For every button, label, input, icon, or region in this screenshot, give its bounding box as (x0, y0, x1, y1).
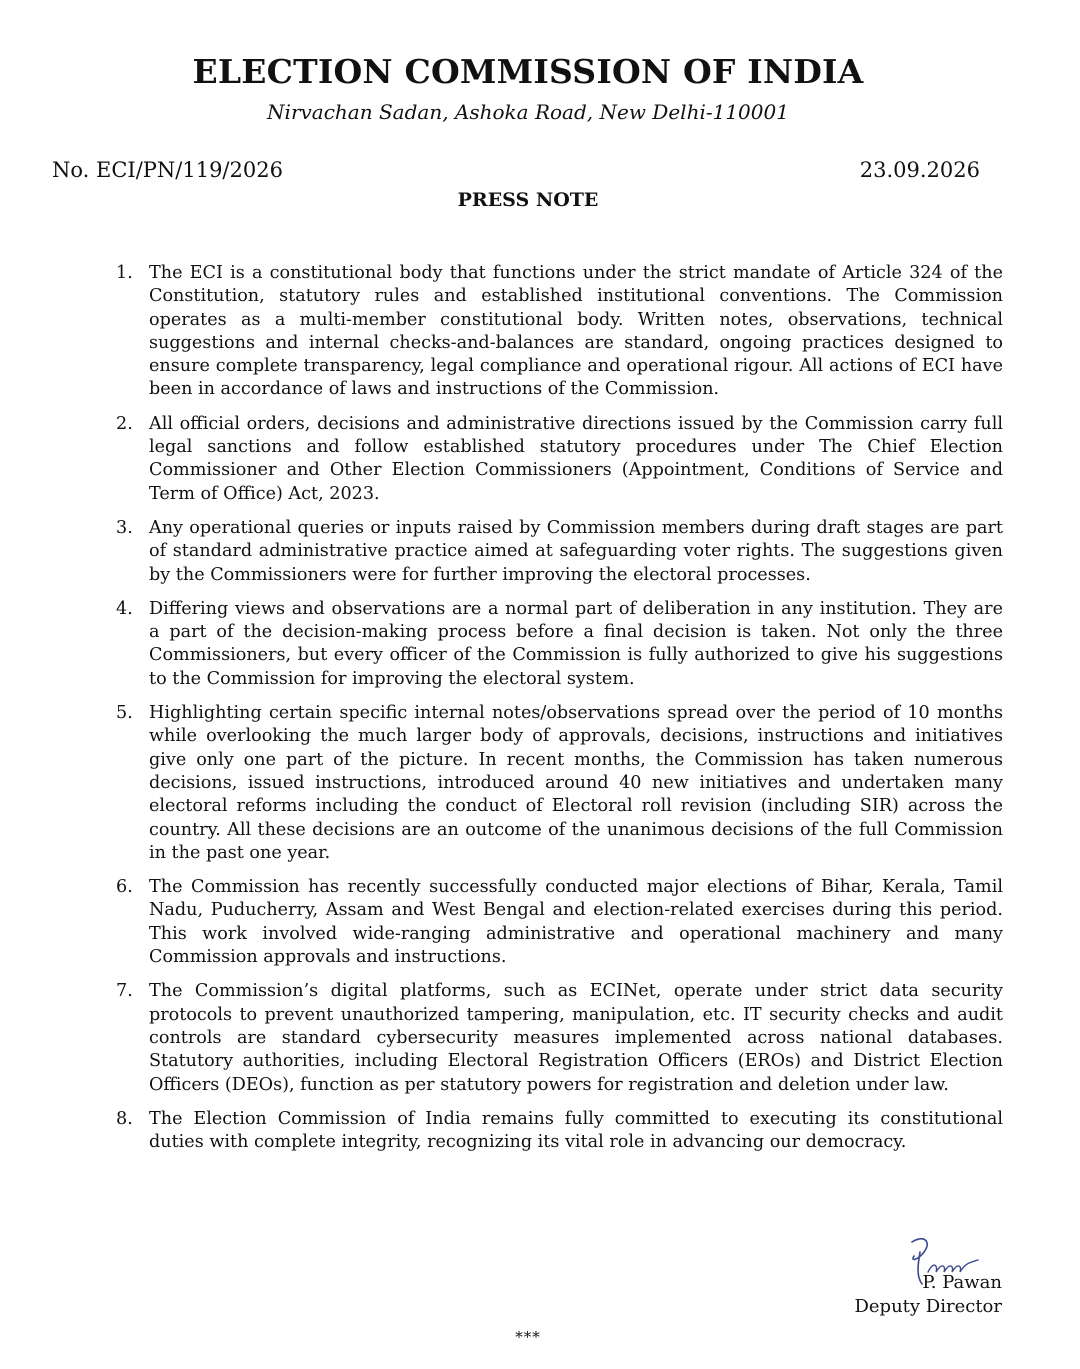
paragraph-1 (108, 262, 1003, 402)
paragraph-text: The Commission has recently successfully conducted major elections of Bihar, Kerala, Tamil Nadu, Puducherry, Assam and West Bengal and election-related exercises during this period. This work involved wide-ranging administrative and operational machinery and many Commission approvals and instructions. (149, 877, 1003, 968)
paragraph-2 (108, 413, 1003, 506)
signatory-designation: Deputy Director (854, 1296, 1002, 1317)
paragraph-8 (108, 1108, 1003, 1155)
signature-block (782, 1232, 1002, 1322)
paragraph-3 (108, 517, 1003, 587)
header-address: Nirvachan Sadan, Ashoka Road, New Delhi-110001 (267, 100, 789, 124)
paragraph-6 (108, 876, 1003, 969)
paragraph-5 (108, 702, 1003, 865)
paragraph-4 (108, 598, 1003, 691)
signatory-name: P. Pawan (922, 1272, 1002, 1293)
paragraph-number: 2. (116, 413, 133, 434)
page-title: ELECTION COMMISSION OF INDIA (192, 52, 864, 91)
paragraph-text: The Election Commission of India remains fully committed to executing its constitutional duties with complete integrity, recognizing its vital role in advancing our democracy. (149, 1108, 1003, 1153)
paragraph-7 (108, 980, 1003, 1096)
paragraph-number: 4. (116, 598, 133, 619)
reference-number: No. ECI/PN/119/2026 (52, 158, 283, 182)
paragraph-number: 8. (116, 1108, 133, 1129)
paragraph-text: Differing views and observations are a normal part of deliberation in any institution. They are a part of the decision-making process before a final decision is taken. Not only the three Commissioners, but every officer of the Commission is fully authorized to give his suggestions to the Commission for improving the electoral system. (149, 598, 1003, 689)
paragraph-text: Highlighting certain specific internal notes/observations spread over the period of 10 months while overlooking the much larger body of approvals, decisions, instructions and initiatives give only one part of the picture. In recent months, the Commission has taken numerous decisions, issued instructions, introduced around 40 new initiatives and undertaken many electoral reforms including the conduct of Electoral roll revision (including SIR) across the country. All these decisions are an outcome of the unanimous decisions of the full Commission in the past one year. (149, 703, 1003, 863)
paragraph-number: 6. (116, 877, 133, 898)
paragraph-number: 7. (116, 981, 133, 1002)
paragraph-number: 1. (116, 263, 133, 283)
paragraph-text: The Commission’s digital platforms, such as ECINet, operate under strict data security protocols to prevent unauthorized tampering, manipulation, etc. IT security checks and audit controls are standard cybersecurity measures implemented across national databases. Statutory authorities, including Electoral Registration Officers (EROs) and District Election Officers (DEOs), function as per statutory powers for registration and deletion under law. (149, 981, 1003, 1095)
paragraph-text: All official orders, decisions and administrative directions issued by the Commission carry full legal sanctions and follow established statutory procedures under The Chief Election Commissioner and Other Election Commissioners (Appointment, Conditions of Service and Term of Office) Act, 2023. (149, 413, 1003, 504)
numbered-paragraph-list (108, 262, 1003, 1165)
document-type-heading: PRESS NOTE (457, 189, 599, 211)
end-of-document-mark: *** (515, 1328, 541, 1346)
paragraph-number: 5. (116, 703, 133, 724)
paragraph-text: The ECI is a constitutional body that functions under the strict mandate of Article 324 of the Constitution, statutory rules and established institutional conventions. The Commission operates as a multi-member constitutional body. Written notes, observations, technical suggestions and internal checks-and-balances are standard, ongoing practices designed to ensure complete transparency, legal compliance and operational rigour. All actions of ECI have been in accordance of laws and instructions of the Commission. (149, 263, 1003, 400)
reference-date: 23.09.2026 (859, 158, 980, 182)
paragraph-text: Any operational queries or inputs raised by Commission members during draft stages are part of standard administrative practice aimed at safeguarding voter rights. The suggestions given by the Commissioners were for further improving the electoral processes. (149, 517, 1003, 585)
paragraph-number: 3. (116, 517, 133, 538)
